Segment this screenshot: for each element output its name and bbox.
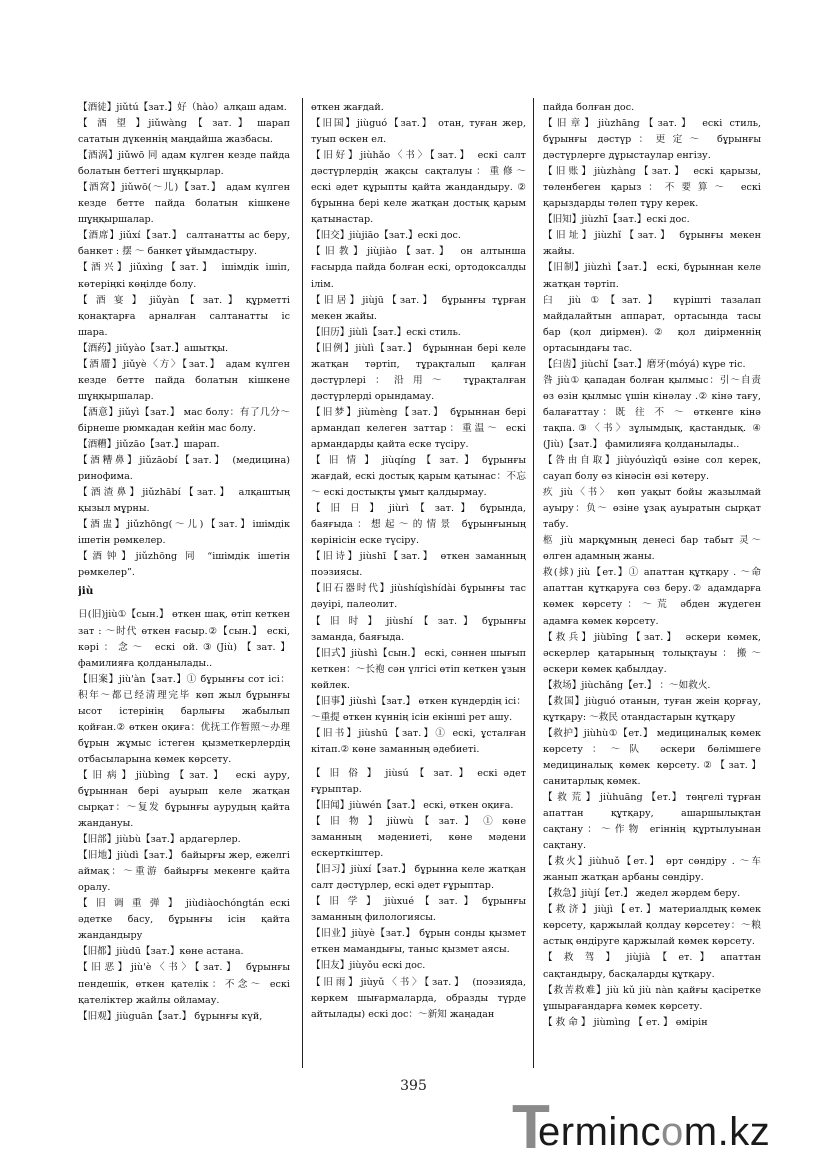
dictionary-entry: 【 旧 日 】 jiùrì 【 зат. 】 бұрында, баяғыда：想起～的情景 бұрынғының көрінісін еске түсіру. [311, 503, 526, 547]
dictionary-entry: 【 旧 时 】 jiùshí 【 зат. 】 бұрынғы заманда, баяғыда. [311, 615, 526, 643]
dictionary-entry: 【旧都】jiùdū【зат.】көне астана. [78, 946, 244, 958]
dictionary-entry: 【 救 济 】 jiùjì 【 ет. 】 материалдық көмек көрсету, қаржылай қолдау көрсетеу：～粮 астық өндіруге қаржылай көмек көрсету. [543, 904, 761, 948]
dictionary-entry: 【救护】jiùhù①【ет.】 медициналық көмек көрсету：～队 әскери бөлімшеге медициналық көмек көрсету.②【зат.】 санитарлық көмек. [543, 727, 761, 787]
dictionary-entry: 【旧部】jiùbù【зат.】ардагерлер. [78, 834, 241, 846]
dictionary-entry: 【酒窝】jiǔwō(～儿)【зат.】 адам күлген кезде бетте пайда болатын кішкене шұңқыршалар. [78, 182, 290, 226]
dictionary-entry: 【旧事】jiùshì【зат.】 өткен күндердің ісі：～重提 өткен күннің ісін екінші рет ашу. [311, 695, 526, 723]
logo-word-part: o [661, 1110, 684, 1154]
column-divider [533, 98, 534, 1068]
dictionary-entry: 【酒靥】jiǔyè〈方〉【зат.】 адам күлген кезде бетте пайда болатын кішкене шұңқыршалар. [78, 358, 290, 402]
dictionary-entry: 【旧交】jiùjiāo【зат.】ескі дос. [311, 230, 461, 242]
dictionary-entry: 【旧国】jiùguó【зат.】 отан, туған жер, туып өскен ел. [311, 118, 526, 146]
dictionary-entry: 【旧闻】jiùwén【зат.】 ескі, өткен оқиға. [311, 800, 514, 812]
dictionary-entry: 【救火】jiùhuǒ【ет.】 өрт сөндіру . ～车 жанып жатқан арбаны сөндіру. [543, 856, 761, 884]
dictionary-entry: 【臼齿】jiùchǐ【зат.】磨牙(móyá) күре тіс. [543, 358, 746, 370]
dictionary-entry: 【旧好】jiùhǎo〈书〉【зат.】 ескі салт дәстүрлердің жақсы сақталуы：重修～ ескі әдет құрыпты қайта жандандыру. ② бұрынна бері келе жатқан достық қарым қатынастар. [311, 150, 526, 226]
dictionary-entry: 【救国】jiùguó отанын, туған жеін қорғау, құтқару: ～救民 отандастарын құтқару [543, 695, 761, 723]
dictionary-entry: 【咎由自取】jiùyóuzìqǔ өзіне сол керек, сауап болу өз кінәсін өзі көтеру. [543, 455, 761, 483]
dictionary-entry: 咎 jiù① қападан болған қылмыс：引～自责 өз өзін қылмыс үшін кінәлау .② кінә тағу, балағаттау：既 往 不 ～ өткенге кінә тақпа.③〈书〉зұлымдық, қастандық. ④ (Jiù)【зат.】 фамилияға қолданылады.. [543, 374, 761, 450]
dictionary-entry: 【 旧 物 】 jiùwù 【 зат. 】 ① көне заманның мәдениеті, көне мәдени ескерткіштер. [311, 816, 526, 860]
dictionary-entry: 【旧书】jiùshū【зат.】① ескі, ұсталған кітап.② көне заманның әдебиеті. [311, 727, 526, 755]
logo-word-part: ermin [538, 1110, 641, 1154]
dictionary-entry: 【酒糟】jiǔzāo【зат.】шарап. [78, 438, 220, 450]
dictionary-entry: 【旧制】jiùzhì【зат.】 ескі, бұрыннан келе жатқан тәртіп. [543, 262, 761, 290]
dictionary-entry: 【 酒 宴 】 jiǔyàn 【 зат. 】 құрметті қонақтарға арналған салтанатты іс шара. [78, 294, 290, 338]
dictionary-entry: 【 救 命 】 jiùmìng 【 ет. 】 өмірін [543, 1016, 708, 1028]
dictionary-entry: 【酒盅】jiǔzhōng(～儿)【зат.】ішімдік ішетін рөмкелер. [78, 519, 290, 547]
dictionary-entry: 【旧教】jiùjiào【зат.】 он алтынша ғасырда пайда болған ескі, ортодоксалды ілім. [311, 246, 526, 290]
dictionary-entry: 【酒药】jiǔyào【зат.】ашытқы. [78, 342, 229, 354]
column-divider [302, 98, 303, 1068]
entry-gap [311, 758, 526, 766]
dictionary-entry: 【酒兴】jiǔxìng【зат.】 ішімдік ішіп, көтеріңкі көңілде болу. [78, 262, 290, 290]
dictionary-entry: 【旧知】jiùzhī【зат.】ескі дос. [543, 214, 690, 226]
dictionary-entry: 【救苦救难】jiù kǔ jiù nàn қайғы қасіретке ұшырағандарға көмек көрсету. [543, 984, 761, 1012]
dictionary-entry: 日(旧)jiù①【сын.】 өткен шақ, өтіп кеткен зат : ～时代 өткен ғасыр.②【сын.】 ескі, кәрі：念～ ескі ой.③(Jiù)【зат.】фамилияға қолданылады.. [78, 609, 290, 669]
dictionary-entry: 【旧习】jiùxí【зат.】 бұрынна келе жатқан салт дәстүрлер, ескі әдет ғұрыптар. [311, 864, 526, 892]
termincom-logo[interactable] [512, 1093, 812, 1162]
logo-t-letter: T [512, 1093, 550, 1162]
dictionary-entry: 【旧址】jiùzhǐ【зат.】 бұрынғы мекен жайы. [543, 230, 761, 258]
dictionary-entry: пайда болған дос. [543, 102, 635, 113]
dictionary-entry: 柩 jiù марқұмның денесі бар табыт 灵～ өлген адамның жаны. [543, 535, 761, 563]
dictionary-entry: 【 旧 俗 】 jiùsú 【 зат. 】 ескі әдет ғұрыптар. [311, 767, 526, 795]
page-number: 395 [400, 1078, 427, 1094]
dictionary-entry: 【 救 驾 】 jiùjià 【 ет. 】 апаттан сақтандыру, басқаларды құтқару. [543, 952, 761, 980]
dictionary-entry: 【酒糟鼻】jiǔzāobí【зат.】 (медицина) ринофима. [78, 455, 290, 483]
dictionary-entry: өткен жағдай. [311, 102, 384, 113]
dictionary-entry: 救(捄) jiù【ет.】① апаттан құтқару . ～命 апаттан құтқаруға сөз беру.② адамдарға көмек көрсету：～荒 әбден жүдеген адамға көмек көрсету. [543, 567, 761, 627]
dictionary-entry: 【旧石器时代】jiùshíqìshídài бұрынғы тас дәуірі, палеолит. [311, 583, 526, 611]
dictionary-entry: 【 旧 学 】 jiùxué 【 зат. 】 бұрынғы заманның филологиясы. [311, 896, 526, 924]
dictionary-entry: 【旧账】jiùzhàng【зат.】 ескі қарызы, төленбеген қарыз：不要算～ ескі қарыздарды төлеп тұру керек. [543, 166, 761, 210]
dictionary-entry: 【旧式】jiùshì【сын.】 ескі, сәннен шығып кеткен：～长袍 сән үлгісі өтіп кеткен ұзын көйлек. [311, 647, 526, 691]
dictionary-entry: 【旧地】jiùdì【зат.】 байырғы жер, ежелгі аймақ：～重游 байырғы мекенге қайта оралу. [78, 850, 290, 894]
dictionary-entry: 疚 jiù〈书〉 көп уақыт бойы жазылмай ауыру：负～ өзіне ұзақ ауыратын сырқат табу. [543, 487, 761, 531]
dictionary-entry: 【救兵】jiùbīng【зат.】 әскери көмек, әскерлер қатарының толықтауы：搬～ әскери көмек қабылдау. [543, 631, 761, 675]
dictionary-entry: 【 酒 望 】jiǔwàng 【 зат. 】 шарап сататын дүкеннің маңдайша жазбасы. [78, 118, 290, 146]
dictionary-entry: 【 旧 情 】 jiùqíng 【 зат. 】 бұрынғы жағдай, ескі достық қарым қатынас：不忘～ ескі достықты ұмыт қалдырмау. [311, 455, 526, 499]
dictionary-entry: 【旧业】jiùyè【зат.】 бұрын сонды қызмет еткен мамандығы, таныс қызмет аясы. [311, 928, 526, 956]
dictionary-entry: 【旧案】jiù'àn【зат.】① бұрынғы сот ісі：积年～都已经清理完毕 көп жыл бұрынғы ысот істерінің барлығы жабылып қойған.② өткен оқиға：优抚工作暂照～办理 бұрын жұмыс істеген қызметкерлердің отбасыларына көмек көрсету. [78, 673, 290, 765]
dictionary-entry: 【救急】jiùjí【ет.】 жедел жәрдем беру. [543, 888, 741, 900]
dictionary-entry: 【 救 荒 】 jiùhuāng 【ет.】 төңгелі тұрған апаттан құтқару, ашаршылықтан сақтану：～作物 егіннің құртылуынан сақтану. [543, 792, 761, 852]
dictionary-entry: 【酒钟】jiǔzhōng 同 “ішімдік ішетін рөмкелер”. [78, 551, 290, 579]
column-3 [543, 100, 761, 1068]
dictionary-entry: 【 旧 调 重 弹 】 jiùdiàochóngtán ескі әдетке басу, бұрынғы ісін қайта жандандыру [78, 898, 290, 942]
dictionary-entry: 【旧病】jiùbìng【зат.】 ескі ауру, бұрыннан бері ауырып келе жатқан сырқат：～复发 бұрынғы аурудың қайта жандануы. [78, 769, 290, 830]
logo-wordmark [538, 1110, 770, 1154]
dictionary-entry: 【旧例】jiùlì【зат.】 бұрыннан бері келе жатқан тәртіп, тұрақталып қалған дәстүрлері：沿用～ тұрақталған дәстүрлерді орындамау. [311, 342, 526, 402]
dictionary-entry: 【旧居】jiùjū【зат.】 бұрынғы тұрған мекен жайы. [311, 294, 526, 322]
column-2 [311, 100, 526, 1068]
dictionary-entry: 【旧观】jiùguān【зат.】 бұрынғы күй, [78, 1010, 263, 1022]
dictionary-entry: 【旧雨】jiùyǔ〈书〉【зат.】 (поэзияда, көркем шығармаларда, образды түрде айтылады) ескі дос：～新知 жаңадан [311, 976, 526, 1020]
dictionary-entry: 【酒涡】jiǔwō 同 адам күлген кезде пайда болатын беттегі шұңқырлар. [78, 150, 290, 178]
logo-word-part: c [640, 1110, 662, 1154]
dictionary-entry: 【旧诗】jiùshī【зат.】 өткен заманның поэзиясы. [311, 551, 526, 579]
dictionary-entry: 【旧梦】jiùmèng【зат.】 бұрыннан бері армандап келеген заттар：重温～ ескі армандарды қайта еске түсіру. [311, 406, 526, 450]
dictionary-entry: 【酒席】jiǔxí【зат.】 салтанатты ас беру, банкет : 摆 ～ банкет ұйымдастыру. [78, 230, 290, 258]
dictionary-entry: 【酒意】jiǔyì【зат.】 мас болу：有了几分～ бірнеше рюмкадан кейін мас болу. [78, 406, 290, 434]
dictionary-entry: 【旧章】jiùzhāng【зат.】 ескі стиль, бұрынғы дәстүр：更定～ бұрынғы дәстүрлерге дұрыстаулар енгізу. [543, 118, 761, 162]
logo-word-part: m.kz [683, 1110, 771, 1154]
dictionary-entry: 【救场】jiùchǎng【ет.】 ：～如救火. [543, 679, 711, 691]
dictionary-entry: 臼 jiù ①【зат.】 күрішті тазалап майдалайтын аппарат, ортасында тасы бар (қол диірмен).② қол диірменнің ортасындағы тас. [543, 294, 761, 354]
column-1 [78, 100, 290, 1068]
dictionary-entry: 【旧友】jiùyǒu ескі дос. [311, 960, 426, 972]
dictionary-entry: 【酒渣鼻】jiǔzhābí【зат.】 алқаштың қызыл мұрны. [78, 487, 290, 515]
dictionary-entry: 【酒徒】jiǔtú【зат.】好（hào）алқаш адам. [78, 102, 287, 113]
dictionary-entry: 【旧历】jiùlì【зат.】ескі стиль. [311, 326, 461, 338]
dictionary-entry: 【旧恶】jiù'è〈书〉【зат.】 бұрынғы пендешік, өткен қателік：不念～ ескі қателіктер жайлы ойламау. [78, 962, 290, 1006]
section-heading: jiù [78, 585, 94, 598]
